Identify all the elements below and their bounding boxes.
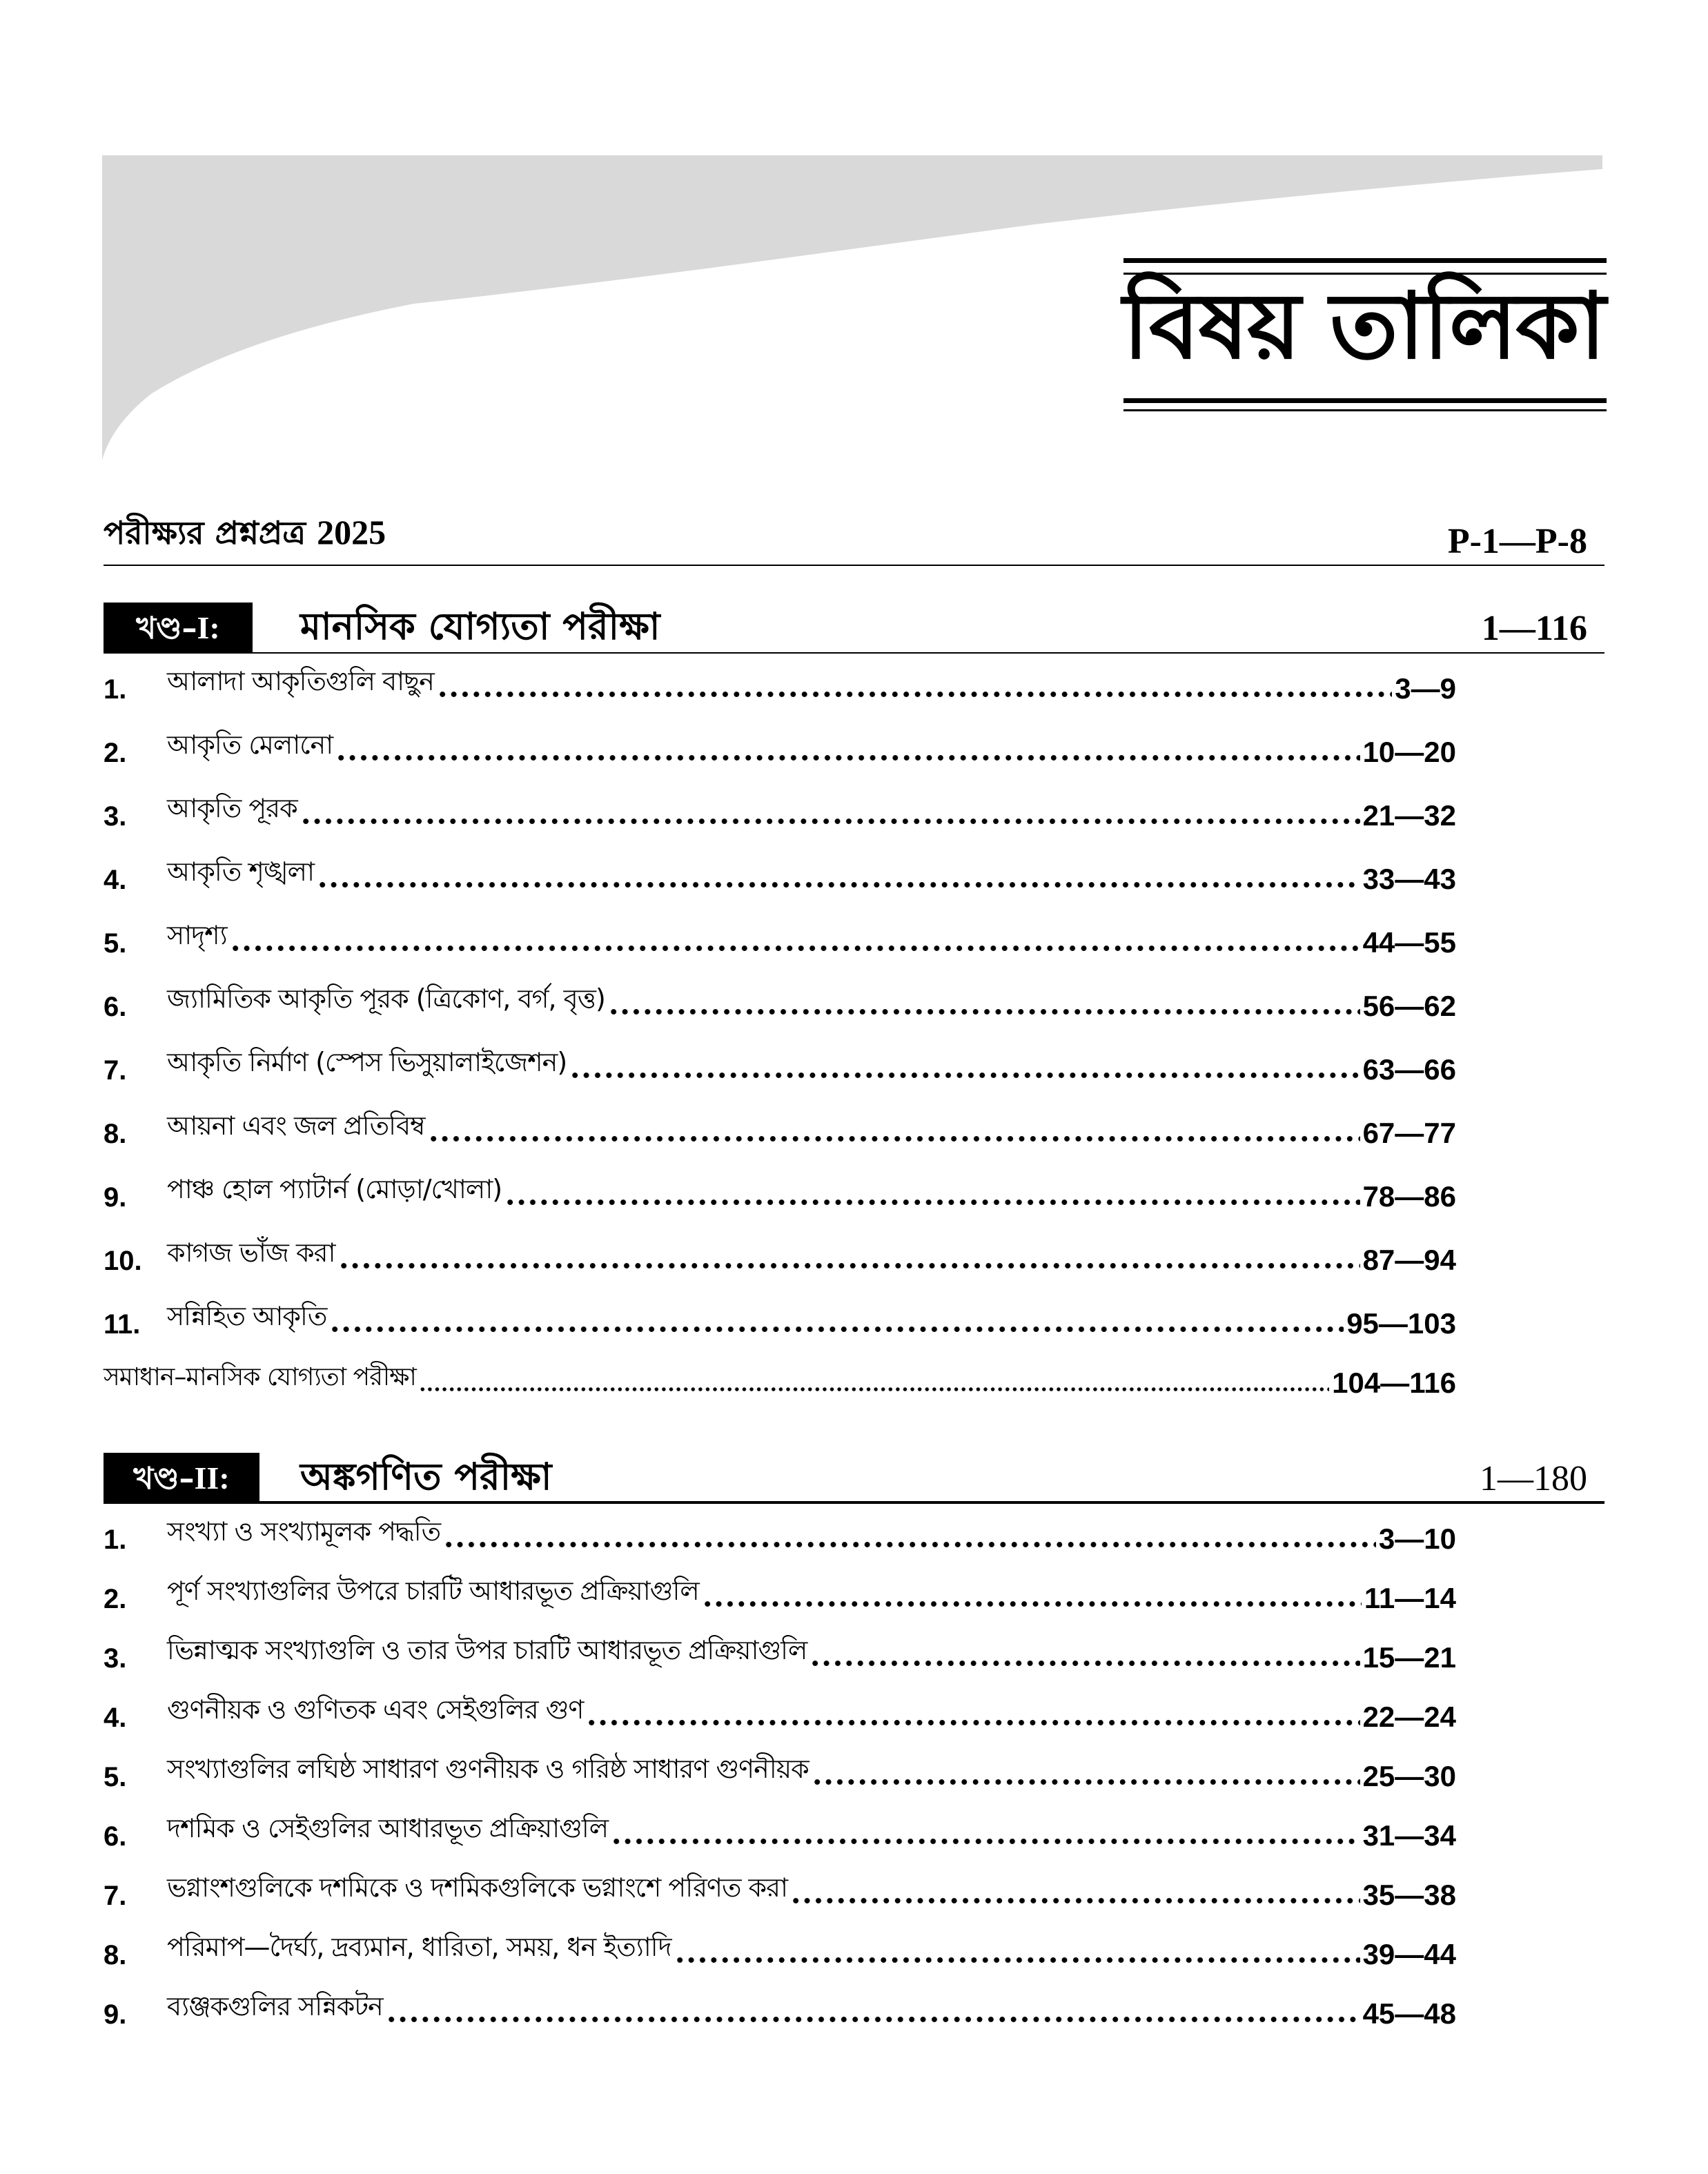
- dot-leader: [443, 1540, 1376, 1549]
- question-paper-pages: P-1—P-8: [1447, 522, 1587, 561]
- item-pages: 78—86: [1362, 1180, 1456, 1213]
- dot-leader: [504, 1198, 1359, 1206]
- dot-leader: [230, 944, 1360, 952]
- title-bottom-rule-thick: [1123, 398, 1607, 403]
- item-number: 6.: [104, 1821, 127, 1852]
- item-pages: 39—44: [1362, 1938, 1456, 1970]
- item-pages: 56—62: [1362, 990, 1456, 1022]
- item-title: পূর্ণ সংখ্যাগুলির উপরে চারটি আধারভূত প্রক্রিয়াগুলি: [167, 1576, 699, 1606]
- item-number: 7.: [104, 1881, 127, 1911]
- dot-leader: [611, 1837, 1360, 1845]
- item-pages: 63—66: [1362, 1053, 1456, 1086]
- dot-leader: [790, 1897, 1360, 1905]
- section-title: অঙ্কগণিত পরীক্ষা: [300, 1455, 552, 1498]
- item-number: 10.: [104, 1246, 142, 1276]
- item-title: সাদৃশ্য: [167, 920, 227, 950]
- solution-pages: 104—116: [1332, 1367, 1456, 1399]
- item-pages: 33—43: [1362, 863, 1456, 895]
- dot-leader: [812, 1778, 1360, 1786]
- dot-leader: [586, 1718, 1359, 1727]
- dot-leader: [419, 1386, 1329, 1393]
- toc-item[interactable]: [104, 721, 1456, 769]
- toc-item[interactable]: [104, 1038, 1456, 1086]
- item-title: ভিন্নাত্মক সংখ্যাগুলি ও তার উপর চারটি আধারভূত প্রক্রিয়াগুলি: [167, 1635, 807, 1665]
- question-paper-label: [104, 509, 386, 562]
- section-tag-roman: I:: [197, 610, 220, 645]
- toc-item[interactable]: [104, 1292, 1456, 1340]
- question-paper-year: 2025: [317, 513, 386, 551]
- toc-solution-item[interactable]: [104, 1351, 1456, 1400]
- section-page-range: 1—180: [1480, 1459, 1587, 1498]
- dot-leader: [329, 1325, 1344, 1333]
- item-number: 11.: [104, 1309, 141, 1340]
- item-pages: 22—24: [1362, 1701, 1456, 1733]
- section-divider: [104, 1501, 1604, 1504]
- dot-leader: [300, 817, 1360, 825]
- item-title: ব্যঞ্জকগুলির সন্নিকটন: [167, 1991, 383, 2021]
- toc-item[interactable]: [104, 1745, 1456, 1793]
- question-paper-text: পরীক্ষ্যর প্রশ্নপ্রত্র: [104, 514, 306, 551]
- toc-item[interactable]: [104, 1165, 1456, 1213]
- dot-leader: [569, 1071, 1359, 1079]
- toc-item[interactable]: [104, 784, 1456, 832]
- item-title: আয়না এবং জল প্রতিবিম্ব: [167, 1110, 425, 1141]
- item-pages: 25—30: [1362, 1760, 1456, 1792]
- item-number: 5.: [104, 1762, 127, 1792]
- item-pages: 95—103: [1346, 1307, 1456, 1340]
- dot-leader: [809, 1659, 1359, 1667]
- toc-item[interactable]: [104, 1863, 1456, 1912]
- item-title: সংখ্যা ও সংখ্যামূলক পদ্ধতি: [167, 1516, 441, 1547]
- item-pages: 21—32: [1362, 799, 1456, 832]
- item-number: 6.: [104, 992, 127, 1022]
- item-number: 9.: [104, 1182, 127, 1213]
- item-number: 3.: [104, 1643, 127, 1674]
- section-tag: [104, 603, 253, 654]
- item-number: 4.: [104, 865, 127, 895]
- toc-item[interactable]: [104, 1804, 1456, 1852]
- section-title: মানসিক যোগ্যতা পরীক্ষা: [300, 605, 660, 648]
- item-pages: 35—38: [1362, 1879, 1456, 1911]
- dot-leader: [317, 881, 1360, 889]
- toc-item[interactable]: [104, 1101, 1456, 1150]
- title-top-rule-thick: [1123, 258, 1607, 263]
- toc-item[interactable]: [104, 911, 1456, 959]
- section-header-2[interactable]: [104, 1453, 1604, 1504]
- toc-item[interactable]: [104, 1923, 1456, 1971]
- item-title: আকৃতি পূরক: [167, 793, 297, 823]
- item-pages: 11—14: [1364, 1582, 1456, 1614]
- item-number: 4.: [104, 1703, 127, 1733]
- item-number: 8.: [104, 1119, 127, 1149]
- toc-item[interactable]: [104, 657, 1456, 705]
- item-title: জ্যামিতিক আকৃতি পূরক (ত্রিকোণ, বর্গ, বৃত্ত): [167, 983, 605, 1014]
- item-number: 8.: [104, 1940, 127, 1970]
- item-title: দশমিক ও সেইগুলির আধারভূত প্রক্রিয়াগুলি: [167, 1813, 609, 1843]
- item-number: 2.: [104, 1584, 127, 1614]
- item-title: পরিমাপ—দৈর্ঘ্য, দ্রব্যমান, ধারিতা, সময়, ধন ইত্যাদি: [167, 1932, 671, 1962]
- title-bottom-rule-thin: [1123, 409, 1607, 411]
- solution-title: সমাধান–মানসিক যোগ্যতা পরীক্ষা: [104, 1363, 416, 1391]
- section-divider: [104, 652, 1604, 654]
- divider: [104, 565, 1604, 566]
- item-title: গুণনীয়ক ও গুণিতক এবং সেইগুলির গুণ: [167, 1694, 584, 1725]
- dot-leader: [674, 1956, 1360, 1964]
- dot-leader: [702, 1600, 1362, 1608]
- toc-item[interactable]: [104, 848, 1456, 896]
- dot-leader: [338, 1262, 1360, 1270]
- toc-item[interactable]: [104, 1685, 1456, 1734]
- item-title: ভগ্নাংশগুলিকে দশমিকে ও দশমিকগুলিকে ভগ্নাংশে পরিণত করা: [167, 1872, 788, 1903]
- dot-leader: [386, 2015, 1360, 2024]
- item-number: 2.: [104, 738, 127, 768]
- item-number: 3.: [104, 801, 127, 832]
- item-pages: 87—94: [1362, 1244, 1456, 1276]
- item-title: সন্নিহিত আকৃতি: [167, 1301, 327, 1331]
- toc-item[interactable]: [104, 1507, 1456, 1556]
- dot-leader: [608, 1008, 1360, 1016]
- item-title: আকৃতি শৃঙ্খলা: [167, 856, 314, 887]
- item-title: সংখ্যাগুলির লঘিষ্ঠ সাধারণ গুণনীয়ক ও গরিষ্ঠ সাধারণ গুণনীয়ক: [167, 1754, 809, 1784]
- page-title: বিষয় তালিকা: [1123, 273, 1604, 380]
- item-number: 9.: [104, 1999, 127, 2030]
- section-tag: [104, 1453, 259, 1504]
- item-number: 5.: [104, 928, 127, 959]
- item-number: 7.: [104, 1055, 127, 1086]
- item-title: পাঞ্চ হোল প্যাটার্ন (মোড়া/খোলা): [167, 1174, 502, 1204]
- item-title: কাগজ ভাঁজ করা: [167, 1237, 335, 1268]
- item-pages: 3—9: [1395, 672, 1456, 705]
- section-header-1[interactable]: [104, 603, 1604, 654]
- section-tag-prefix: খণ্ড–: [133, 1461, 195, 1496]
- toc-item[interactable]: [104, 1982, 1456, 2030]
- toc-item[interactable]: [104, 975, 1456, 1023]
- item-pages: 44—55: [1362, 926, 1456, 959]
- item-pages: 67—77: [1362, 1117, 1456, 1149]
- item-title: আকৃতি মেলানো: [167, 729, 333, 760]
- question-paper-row[interactable]: [104, 511, 1604, 566]
- item-pages: 31—34: [1362, 1819, 1456, 1852]
- item-title: আলাদা আকৃতিগুলি বাছুন: [167, 666, 434, 696]
- section-tag-prefix: খণ্ড–: [136, 611, 197, 646]
- toc-item[interactable]: [104, 1228, 1456, 1277]
- item-number: 1.: [104, 1525, 127, 1555]
- item-pages: 10—20: [1362, 736, 1456, 768]
- toc-item[interactable]: [104, 1567, 1456, 1615]
- dot-leader: [428, 1135, 1360, 1143]
- item-pages: 15—21: [1362, 1641, 1456, 1674]
- item-pages: 45—48: [1362, 1997, 1456, 2030]
- dot-leader: [335, 754, 1359, 762]
- item-title: আকৃতি নির্মাণ (স্পেস ভিসুয়ালাইজেশন): [167, 1047, 567, 1077]
- section-page-range: 1—116: [1481, 609, 1587, 648]
- dot-leader: [437, 690, 1392, 698]
- toc-item[interactable]: [104, 1626, 1456, 1674]
- item-number: 1.: [104, 674, 127, 705]
- section-tag-roman: II:: [194, 1460, 230, 1496]
- item-pages: 3—10: [1378, 1522, 1456, 1555]
